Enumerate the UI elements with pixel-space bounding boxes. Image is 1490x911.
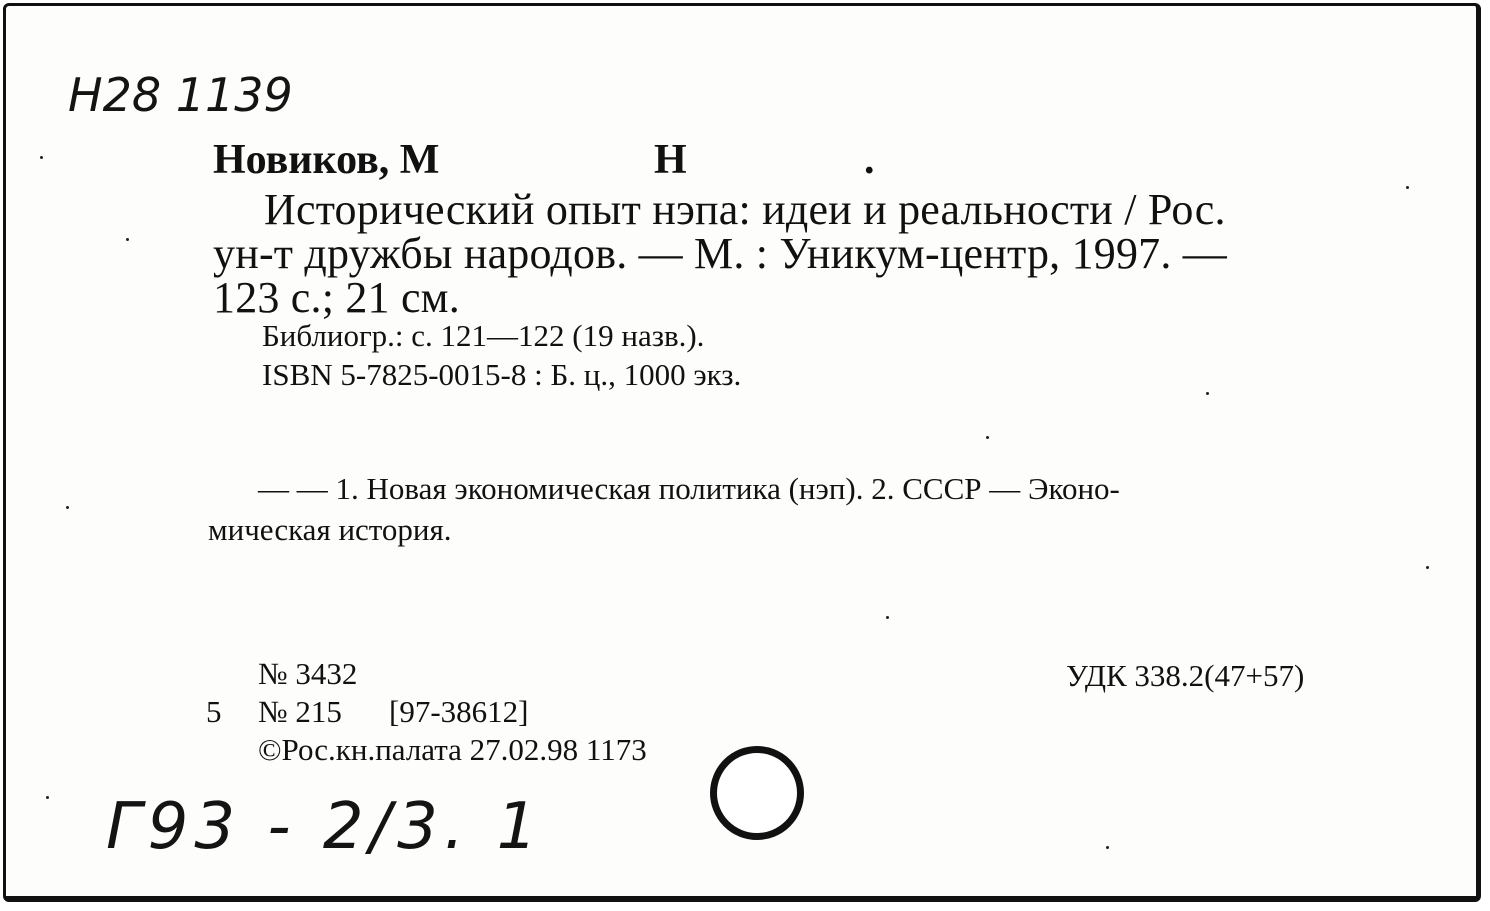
speck	[126, 238, 129, 241]
title-line-3: 123 с.; 21 см.	[213, 273, 460, 322]
registration-code: [97-38612]	[389, 694, 529, 729]
speck	[1106, 846, 1109, 849]
speck	[46, 796, 49, 799]
udk-code: УДК 338.2(47+57)	[1066, 658, 1305, 693]
subjects-line-1: — — 1. Новая экономическая политика (нэп). 2. СССР — Эконо-	[258, 471, 1120, 506]
title-line-1: Исторический опыт нэпа: идеи и реальности / Рос.	[264, 185, 1226, 234]
subjects-line-2: мическая история.	[208, 512, 452, 547]
title-line-2: ун-т дружбы народов. — М. : Уникум-центр, 1997. —	[213, 229, 1227, 278]
speck	[986, 436, 989, 439]
handwritten-shelf-mark: Г93 - 2/3. 1	[106, 790, 544, 864]
speck	[1426, 566, 1429, 569]
card-number: № 3432	[258, 656, 358, 691]
prefix-digit: 5	[206, 694, 222, 729]
author-name: Новиков, М	[213, 137, 440, 183]
speck	[66, 506, 69, 509]
speck	[886, 616, 889, 619]
call-number: Н28 1139	[68, 68, 293, 122]
author-initial: Н	[654, 137, 687, 183]
catalog-card	[3, 3, 1481, 902]
bibliography-note: Библиогр.: с. 121—122 (19 назв.).	[262, 318, 705, 353]
isbn-note: ISBN 5-7825-0015-8 : Б. ц., 1000 экз.	[262, 357, 742, 392]
punch-hole	[710, 746, 804, 840]
card-number-2: № 215	[258, 694, 342, 729]
speck	[1206, 392, 1209, 395]
speck	[40, 156, 43, 159]
author-dot: .	[864, 137, 875, 183]
speck	[1406, 186, 1409, 189]
book-chamber-stamp: ©Рос.кн.палата 27.02.98 1173	[258, 732, 647, 767]
